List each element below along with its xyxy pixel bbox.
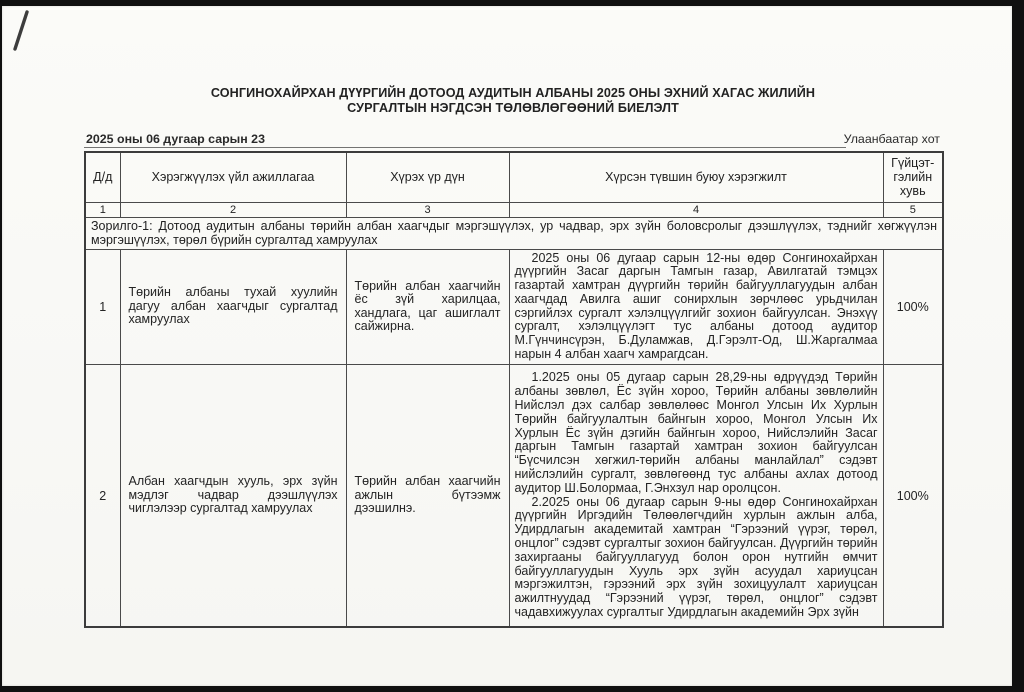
row1-number: 1: [85, 249, 120, 364]
row1-completion-percent: 100%: [883, 249, 943, 364]
row2-activity: Албан хаагчдын хууль, эрх зүйн мэдлэг чадвар дээшлүүлэх чиглэлээр сургалтад хамруулах: [120, 364, 346, 627]
row1-achievement-paragraph: 2025 оны 06 дугаар сарын 12-ны өдөр Сонгинохайрхан дүүргийн Засаг даргын Тамгын газар, Авилгатай тэмцэх газартай хамтран дүүргийн төрийн байгууллагуудын албан хаагчдад Авилга ашиг сонирхлын зөрчлөөс урьдчилан сэргийлэх сургалт хэлэлцүүлгийг зохион байгуулсан. Энэхүү сургалт, хэлэлцүүлэгт тус албаны дотоод аудитор М.Гүнчинсүрэн, Б.Дуламжав, Д.Гэрэлт-Од, Ш.Жаргалмаа нарын 4 албан хаагч хамрагдсан.: [514, 250, 878, 362]
column-index-1: 1: [85, 202, 120, 217]
col-header-percent: Гүйцэт-гэлийн хувь: [883, 152, 943, 202]
column-index-4: 4: [509, 202, 883, 217]
scanned-document-page: [2, 6, 1012, 686]
col-header-achievement: Хүрсэн түвшин буюу хэрэгжилт: [509, 152, 883, 202]
column-index-5: 5: [883, 202, 943, 217]
column-index-2: 2: [120, 202, 346, 217]
row1-achievement: [509, 249, 883, 364]
column-number-row: [85, 202, 943, 217]
training-plan-table: [84, 151, 944, 628]
row2-achievement-clipped-content: [515, 371, 878, 619]
date-underline: [84, 147, 846, 148]
city-label: Улаанбаатар хот: [843, 132, 940, 146]
goal-text: Зорилго-1: Дотоод аудитын албаны төрийн албан хаагчдыг мэргэшүүлэх, ур чадвар, эрх зүйн боловсролыг дээшлүүлэх, тэднийг хөгжүүлэн мэргэшүүлэх, төрөл бүрийн сургалтад хамруулах: [85, 217, 943, 249]
table-header-row: [85, 152, 943, 202]
row2-expected-result: Төрийн албан хаагчийн ажлын бүтээмж дээшилнэ.: [346, 364, 509, 627]
table-row-2: [85, 364, 943, 627]
row2-number: 2: [85, 364, 120, 627]
title-line-2: СУРГАЛТЫН НЭГДСЭН ТӨЛӨВЛӨГӨӨНИЙ БИЕЛЭЛТ: [347, 101, 679, 115]
row2-achievement-paragraph-1: 1.2025 оны 05 дугаар сарын 28,29-ны өдрүүдэд Төрийн албаны зөвлөл, Ёс зүйн хороо, Төрийн албаны зөвлөлийн Нийслэл дэх салбар зөвлөлөөс Монгол Улсын Их Хурлын Төрийн байгуулалтын байнгын хороо, Монгол Улсын Их Хурлын Ёс зүйн дэгийн байнгын хороо, Нийслэлийн Засаг даргын Тамгын газартай хамтран зохион байгуулсан “Бүсчилсэн хөгжил-төрийн албаны манлайлал” сэдэвт нийслэлийн сургалт, зөвлөгөөнд тус албаны ахлах дотоод аудитор Ш.Болормаа, Г.Энхзул нар оролцсон.: [514, 371, 878, 495]
document-title: [84, 86, 942, 116]
row2-achievement-paragraph-2: 2.2025 оны 06 дугаар сарын 9-ны өдөр Сонгинохайрхан дүүргийн Иргэдийн Төлөөлөгчдийн хурлын ажлын алба, Удирдлагын академитай хамтран “Гэрээний үүрэг, төрөл, онцлог” сэдэвт сургалтыг зохион байгуулсан. Дүүргийн төрийн захиргааны байгууллагууд болон орон нутгийн өмчит байгууллагуудын Хууль эрх зүйн асуудал хариуцсан мэргэжилтэн, гэрээний эрх зүйн зохицуулалт хариуцсан ажилтнуудад “Гэрээний үүрэг, төрөл, онцлог” сэдэвт чадавхижуулах сургалтыг Удирдлагын академийн Эрх зүйн: [514, 494, 878, 619]
document-date: 2025 оны 06 дугаар сарын 23: [86, 132, 265, 146]
row1-activity: Төрийн албаны тухай хуулийн дагуу албан хаагчдыг сургалтад хамруулах: [120, 249, 346, 364]
col-header-expected-result: Хүрэх үр дүн: [346, 152, 509, 202]
handwritten-slash-mark: [8, 8, 34, 56]
date-line: [84, 130, 942, 148]
row2-achievement: [509, 364, 883, 627]
row2-completion-percent: 100%: [883, 364, 943, 627]
column-index-3: 3: [346, 202, 509, 217]
row1-expected-result: Төрийн албан хаагчийн ёс зүй харилцаа, хандлага, цаг ашиглалт сайжирна.: [346, 249, 509, 364]
table-row-1: [85, 249, 943, 364]
goal-section-row: [85, 217, 943, 249]
col-header-number: Д/д: [85, 152, 120, 202]
col-header-activity: Хэрэгжүүлэх үйл ажиллагаа: [120, 152, 346, 202]
title-line-1: СОНГИНОХАЙРХАН ДҮҮРГИЙН ДОТООД АУДИТЫН АЛБАНЫ 2025 ОНЫ ЭХНИЙ ХАГАС ЖИЛИЙН: [210, 86, 816, 100]
